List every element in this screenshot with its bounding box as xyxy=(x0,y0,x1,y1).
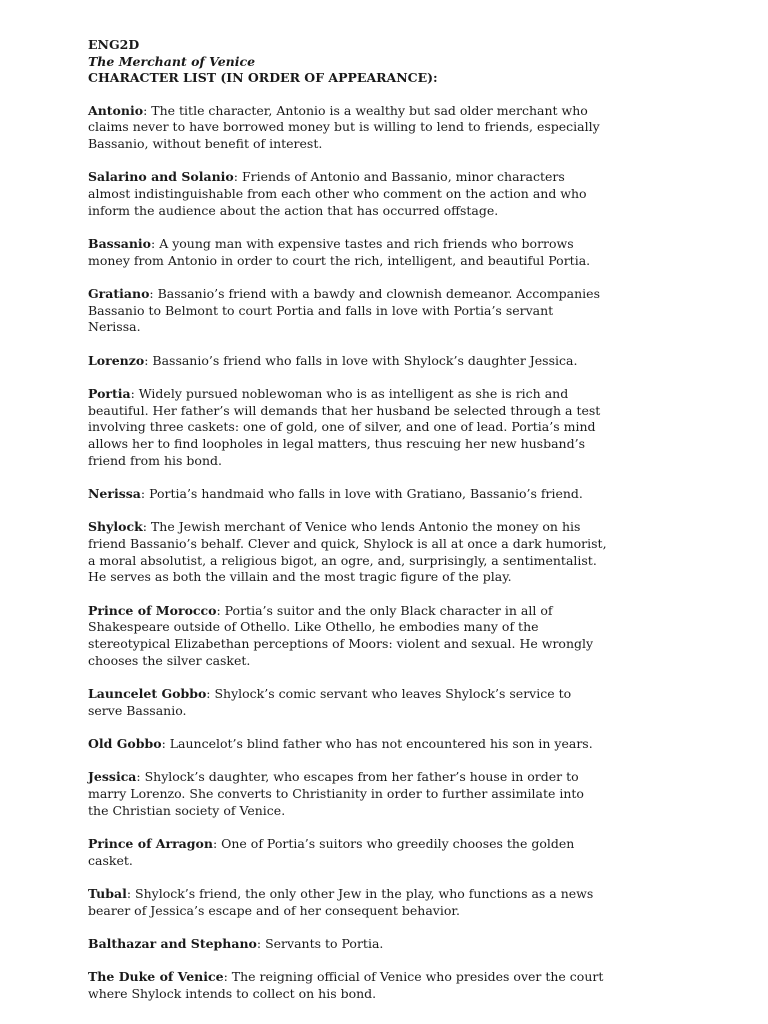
character-description: : Shylock’s friend, the only other Jew in the play, who functions as a news bearer of Jessica’s escape and of her consequent behavior. xyxy=(88,886,594,918)
character-name: Old Gobbo xyxy=(88,736,162,752)
character-name: Prince of Morocco xyxy=(88,602,217,618)
character-name: Portia xyxy=(88,385,131,401)
character-description: : Portia’s handmaid who falls in love with Gratiano, Bassanio’s friend. xyxy=(140,486,583,502)
character-entry xyxy=(88,836,608,869)
character-list xyxy=(88,103,608,1003)
character-description: : Shylock’s comic servant who leaves Shylock’s service to serve Bassanio. xyxy=(88,686,572,718)
character-entry xyxy=(88,353,608,370)
character-entry xyxy=(88,519,608,586)
character-entry xyxy=(88,603,608,670)
character-entry xyxy=(88,936,608,953)
character-name: Gratiano xyxy=(88,285,150,301)
character-name: Launcelet Gobbo xyxy=(88,686,207,702)
character-description: : A young man with expensive tastes and rich friends who borrows money from Antonio in order to court the rich, intelligent, and beautiful Portia. xyxy=(88,235,591,268)
character-name: Prince of Arragon xyxy=(88,836,213,852)
character-name: Shylock xyxy=(88,519,143,535)
character-entry xyxy=(88,886,608,919)
character-description: : Shylock’s daughter, who escapes from her father’s house in order to marry Lorenzo. She converts to Christianity in order to further assimilate into the Christian society of Venice. xyxy=(88,769,584,818)
character-name: Balthazar and Stephano xyxy=(88,936,257,952)
character-name: Salarino and Solanio xyxy=(88,169,234,185)
document-page xyxy=(88,37,608,1019)
character-description: : Servants to Portia. xyxy=(256,936,384,952)
character-description: : Portia’s suitor and the only Black character in all of Shakespeare outside of Othello. Like Othello, he embodies many of the stereotypical Elizabethan perceptions of Moors: violent and sexual. He wrongly chooses the silver casket. xyxy=(88,602,594,668)
list-title: CHARACTER LIST (IN ORDER OF APPEARANCE): xyxy=(88,70,438,85)
character-name: The Duke of Venice xyxy=(88,969,224,985)
character-entry xyxy=(88,103,608,153)
character-description: : Bassanio’s friend with a bawdy and clownish demeanor. Accompanies Bassanio to Belmont to court Portia and falls in love with Portia’s servant Nerissa. xyxy=(88,285,600,335)
character-name: Bassanio xyxy=(88,235,152,251)
character-entry xyxy=(88,769,608,819)
character-entry xyxy=(88,236,608,269)
character-description: : The reigning official of Venice who presides over the court where Shylock intends to collect on his bond. xyxy=(88,969,604,1002)
character-entry xyxy=(88,686,608,719)
character-entry xyxy=(88,486,608,503)
character-name: Tubal xyxy=(88,886,127,902)
character-entry xyxy=(88,386,608,470)
character-description: : One of Portia’s suitors who greedily chooses the golden casket. xyxy=(88,836,575,868)
character-entry xyxy=(88,169,608,219)
character-entry xyxy=(88,969,608,1002)
character-description: : Widely pursued noblewoman who is as intelligent as she is rich and beautiful. Her father’s will demands that her husband be selected through a test involving three caskets: one of gold, one of silver, and one of lead. Portia’s mind allows her to find loopholes in legal matters, thus rescuing her new husband’s friend from his bond. xyxy=(88,385,601,468)
character-name: Jessica xyxy=(88,769,137,785)
character-name: Nerissa xyxy=(88,486,141,502)
character-description: : Launcelot’s blind father who has not encountered his son in years. xyxy=(161,736,593,752)
character-entry xyxy=(88,736,608,753)
character-name: Lorenzo xyxy=(88,352,145,368)
character-description: : The title character, Antonio is a wealthy but sad older merchant who claims never to have borrowed money but is willing to lend to friends, especially Bassanio, without benefit of interest. xyxy=(88,102,600,151)
character-name: Antonio xyxy=(88,102,144,118)
course-code: ENG2D xyxy=(88,37,140,52)
character-description: : Bassanio’s friend who falls in love with Shylock’s daughter Jessica. xyxy=(144,352,578,368)
character-description: : Friends of Antonio and Bassanio, minor characters almost indistinguishable from each other who comment on the action and who inform the audience about the action that has occurred offstage. xyxy=(88,169,587,218)
character-description: : The Jewish merchant of Venice who lends Antonio the money on his friend Bassanio’s behalf. Clever and quick, Shylock is all at once a dark humorist, a moral absolutist, a religious bigot, an ogre, and, surprisingly, a sentimentalist. He serves as both the villain and the most tragic figure of the play. xyxy=(88,519,607,585)
play-title: The Merchant of Venice xyxy=(88,53,256,69)
character-entry xyxy=(88,286,608,336)
